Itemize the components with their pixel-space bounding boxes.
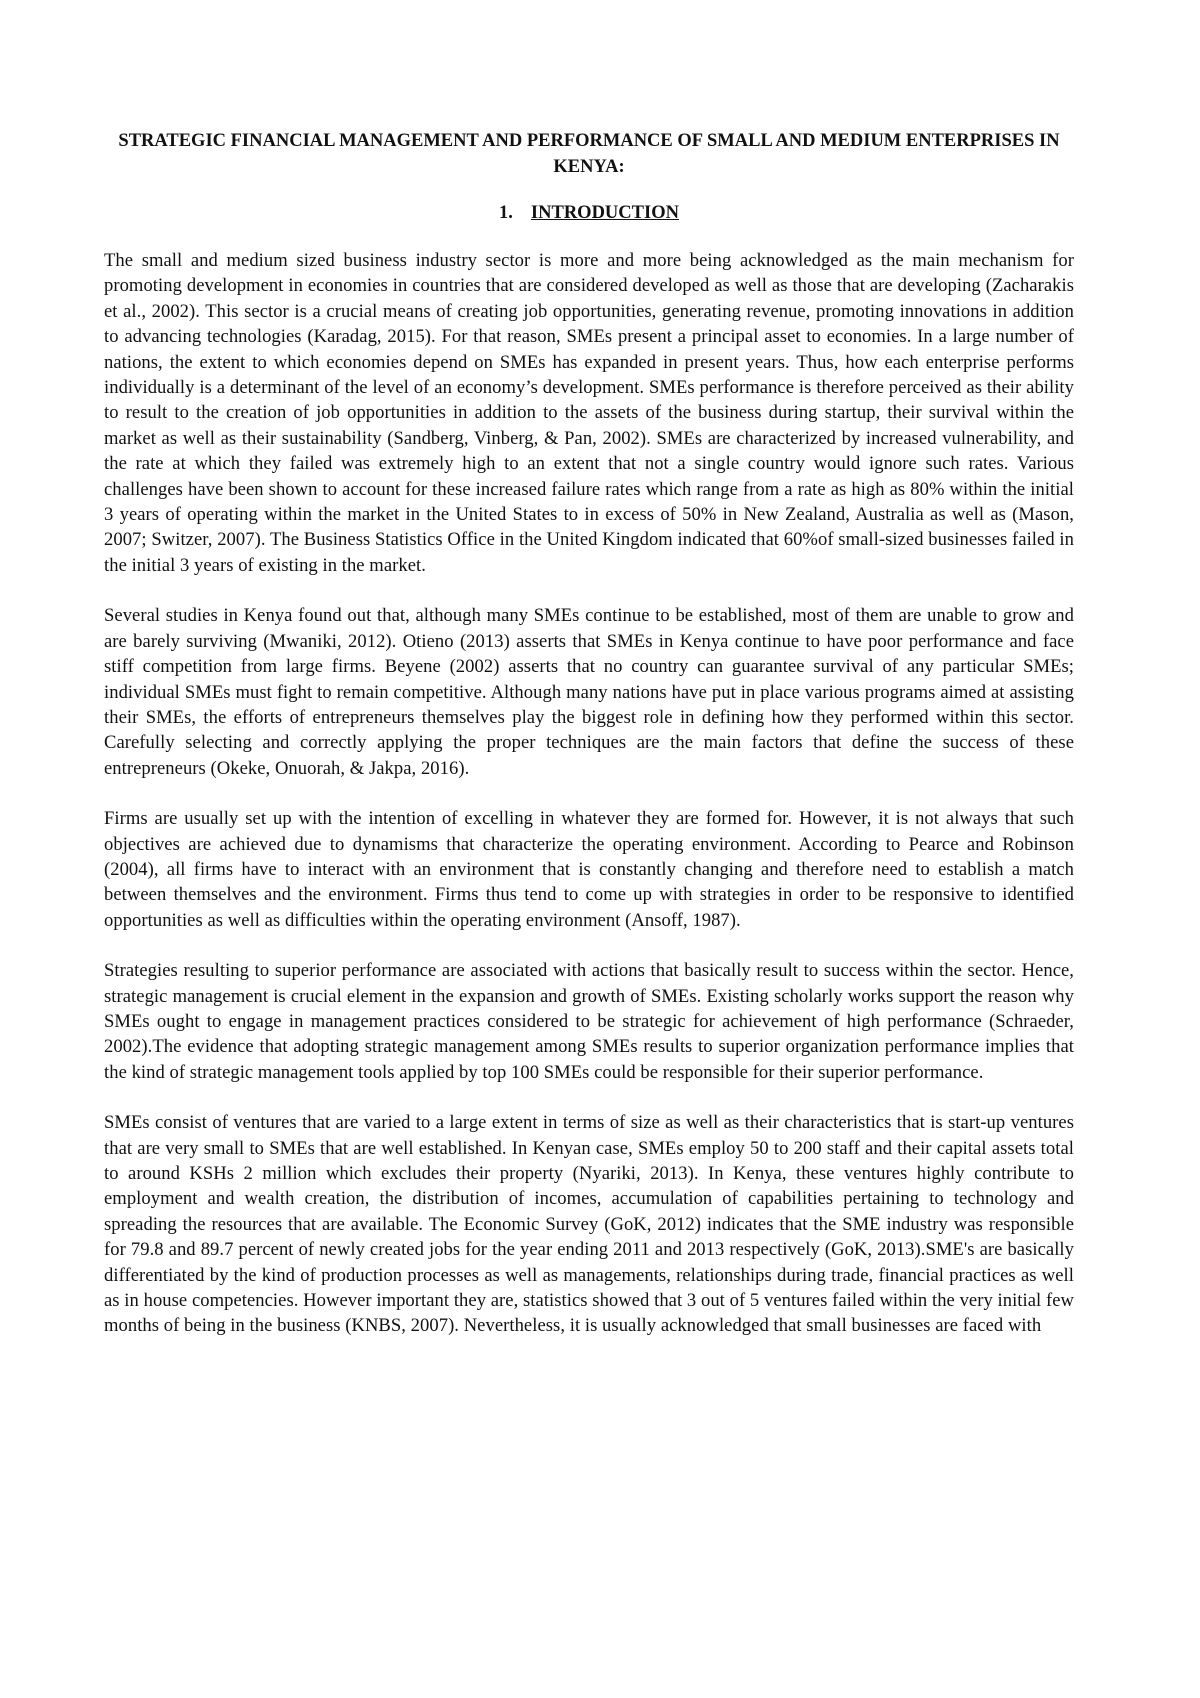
body-paragraph: Firms are usually set up with the intention of excelling in whatever they are formed for. However, it is not always that such objectives are achieved due to dynamisms that characterize the operating environment. According to Pearce and Robinson (2004), all firms have to interact with an environment that is constantly changing and therefore need to establish a match between themselves and the environment. Firms thus tend to come up with strategies in order to be responsive to identified opportunities as well as difficulties within the operating environment (Ansoff, 1987). (104, 808, 1074, 931)
section-heading (104, 200, 1074, 226)
body-paragraph: The small and medium sized business industry sector is more and more being acknowledged as the main mechanism for promoting development in economies in countries that are considered developed as well as those that are developing (Zacharakis et al., 2002). This sector is a crucial means of creating job opportunities, generating revenue, promoting innovations in addition to advancing technologies (Karadag, 2015). For that reason, SMEs present a principal asset to economies. In a large number of nations, the extent to which economies depend on SMEs has expanded in present years. Thus, how each enterprise performs individually is a determinant of the level of an economy’s development. SMEs performance is therefore perceived as their ability to result to the creation of job opportunities in addition to the assets of the business during startup, their survival within the market as well as their sustainability (Sandberg, Vinberg, & Pan, 2002). SMEs are characterized by increased vulnerability, and the rate at which they failed was extremely high to an extent that not a single country would ignore such rates. Various challenges have been shown to account for these increased failure rates which range from a rate as high as 80% within the initial 3 years of operating within the market in the United States to in excess of 50% in New Zealand, Australia as well as (Mason, 2007; Switzer, 2007). The Business Statistics Office in the United Kingdom indicated that 60%of small-sized businesses failed in the initial 3 years of existing in the market. (104, 250, 1074, 576)
section-title: INTRODUCTION (530, 203, 679, 223)
section-number: 1. (499, 203, 513, 223)
body-paragraph: SMEs consist of ventures that are varied to a large extent in terms of size as well as their characteristics that is start-up ventures that are very small to SMEs that are well established. In Kenyan case, SMEs employ 50 to 200 staff and their capital assets total to around KSHs 2 million which excludes their property (Nyariki, 2013). In Kenya, these ventures highly contribute to employment and wealth creation, the distribution of incomes, accumulation of capabilities pertaining to technology and spreading the resources that are available. The Economic Survey (GoK, 2012) indicates that the SME industry was responsible for 79.8 and 89.7 percent of newly created jobs for the year ending 2011 and 2013 respectively (GoK, 2013).SME's are basically differentiated by the kind of production processes as well as managements, relationships during trade, financial practices as well as in house competencies. However important they are, statistics showed that 3 out of 5 ventures failed within the very initial few months of being in the business (KNBS, 2007). Nevertheless, it is usually acknowledged that small businesses are faced with (104, 1112, 1074, 1337)
document-title: STRATEGIC FINANCIAL MANAGEMENT AND PERFORMANCE OF SMALL AND MEDIUM ENTERPRISES IN KENYA: (118, 131, 1060, 177)
body-paragraph: Strategies resulting to superior performance are associated with actions that basically result to success within the sector. Hence, strategic management is crucial element in the expansion and growth of SMEs. Existing scholarly works support the reason why SMEs ought to engage in management practices considered to be strategic for achievement of high performance (Schraeder, 2002).The evidence that adopting strategic management among SMEs results to superior organization performance implies that the kind of strategic management tools applied by top 100 SMEs could be responsible for their superior performance. (104, 960, 1074, 1083)
body-paragraph: Several studies in Kenya found out that, although many SMEs continue to be established, most of them are unable to grow and are barely surviving (Mwaniki, 2012). Otieno (2013) asserts that SMEs in Kenya continue to have poor performance and face stiff competition from large firms. Beyene (2002) asserts that no country can guarantee survival of any particular SMEs; individual SMEs must fight to remain competitive. Although many nations have put in place various programs aimed at assisting their SMEs, the efforts of entrepreneurs themselves play the biggest role in defining how they performed within this sector. Carefully selecting and correctly applying the proper techniques are the main factors that define the success of these entrepreneurs (Okeke, Onuorah, & Jakpa, 2016). (104, 605, 1074, 779)
document-page (104, 128, 1074, 1364)
